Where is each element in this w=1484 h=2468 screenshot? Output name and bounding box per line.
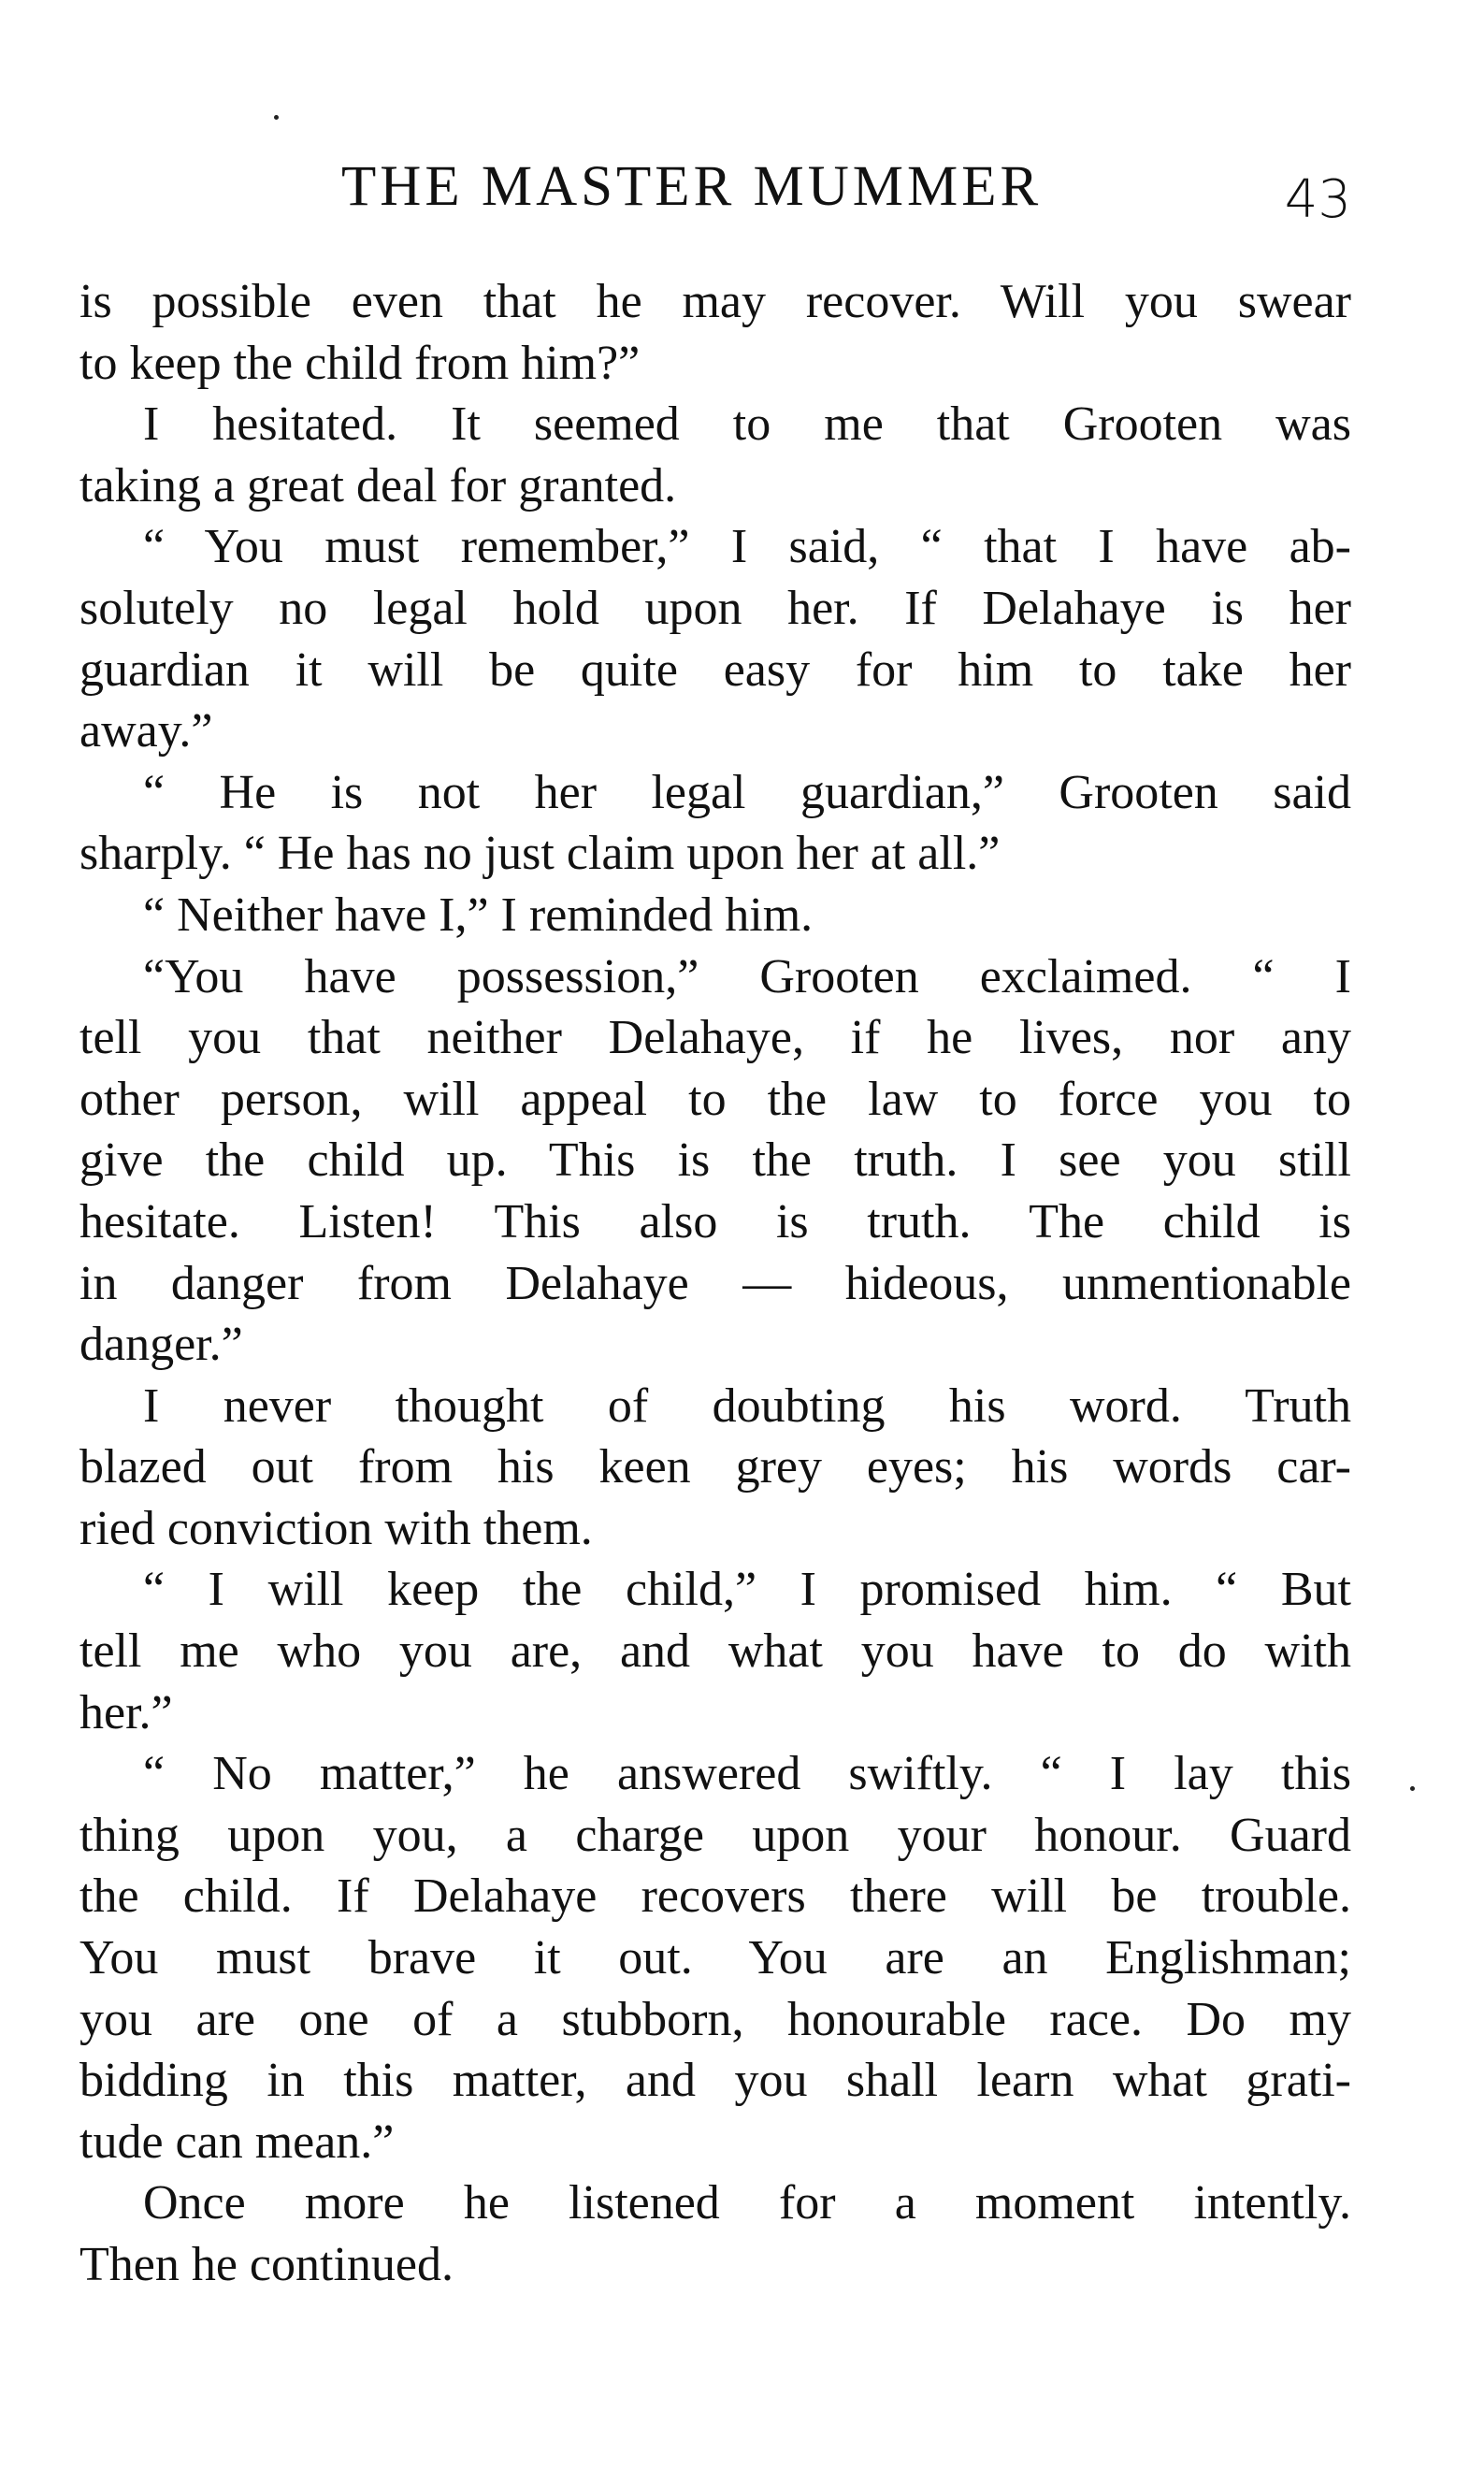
text-line: “ I will keep the child,” I promised him. “ But [143,1563,1351,1617]
print-speck [274,115,279,120]
text-line: other person, will appeal to the law to force you to [79,1072,1351,1126]
text-line: sharply. “ He has no just claim upon her at all.” [79,827,1001,881]
text-line: hesitate. Listen! This also is truth. The child is [79,1194,1351,1248]
text-line: Once more he listened for a moment intently. [143,2176,1351,2230]
text-line: is possible even that he may recover. Will you swear [79,275,1351,328]
page-number: 43 [1284,169,1351,230]
text-line: danger.” [79,1318,243,1372]
text-line: guardian it will be quite easy for him to take her [79,642,1351,697]
text-line: “You have possession,” Grooten exclaimed. “ I [143,949,1351,1003]
text-line: “ Neither have I,” I reminded him. [143,888,814,942]
text-line: “ You must remember,” I said, “ that I have ab- [143,520,1351,574]
text-line: Then he continued. [79,2238,454,2291]
text-line: taking a great deal for granted. [79,458,677,512]
running-title: THE MASTER MUMMER [341,155,1043,218]
text-line: You must brave it out. You are an Englishman; [79,1931,1351,1985]
text-line: you are one of a stubborn, honourable race. Do my [79,1992,1351,2046]
running-head [79,150,1351,230]
print-speck [1410,1786,1415,1791]
text-line: bidding in this matter, and you shall learn what grati- [79,2054,1351,2108]
text-line: her.” [79,1685,173,1739]
text-line: I never thought of doubting his word. Truth [143,1378,1351,1433]
text-line: in danger from Delahaye — hideous, unmentionable [79,1256,1351,1310]
text-line: “ He is not her legal guardian,” Grooten said [143,765,1351,819]
text-line: away.” [79,704,213,758]
text-line: thing upon you, a charge upon your honour. Guard [79,1808,1351,1862]
text-line: ried conviction with them. [79,1501,593,1555]
text-line: to keep the child from him?” [79,336,641,390]
text-line: the child. If Delahaye recovers there will be trouble. [79,1869,1351,1924]
text-line: I hesitated. It seemed to me that Grooten was [143,397,1351,452]
text-line: tell me who you are, and what you have to do with [79,1624,1351,1679]
text-line: give the child up. This is the truth. I see you still [79,1133,1351,1188]
text-line: blazed out from his keen grey eyes; his words car- [79,1440,1351,1494]
body-text [79,271,1351,2296]
text-line: “ No matter,” he answered swiftly. “ I lay this [143,1747,1351,1801]
text-line: solutely no legal hold upon her. If Delahaye is her [79,581,1351,635]
text-line: tude can mean.” [79,2114,395,2169]
text-line: tell you that neither Delahaye, if he lives, nor any [79,1011,1351,1065]
